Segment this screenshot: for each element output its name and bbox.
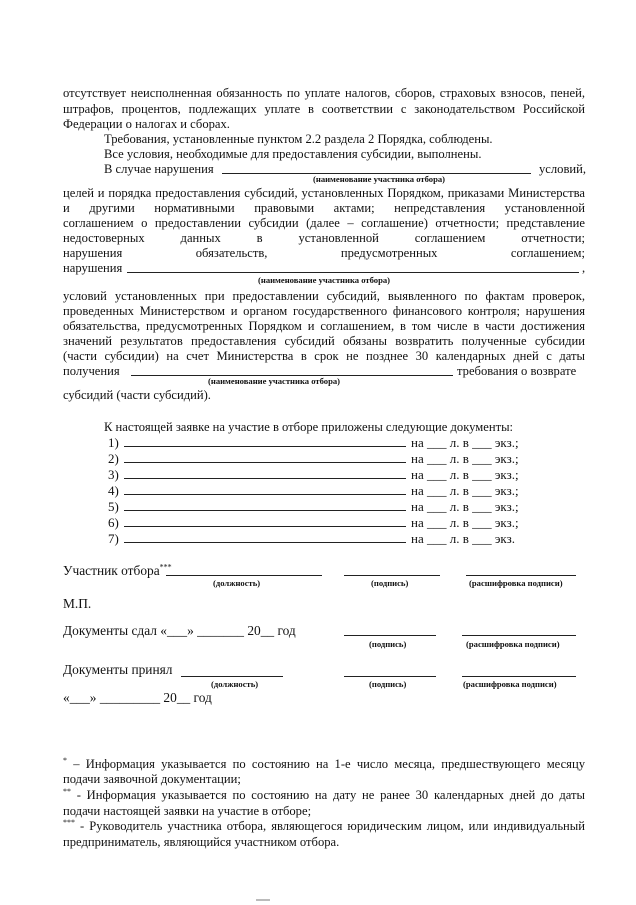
para-return-line-7: субсидий (части субсидий). xyxy=(63,388,211,402)
received-decode-line[interactable] xyxy=(462,676,576,677)
signer-position-line[interactable] xyxy=(166,575,322,576)
para-goals-comma: , xyxy=(582,261,586,275)
scan-artifact xyxy=(256,899,270,901)
para-goals-line-2: и другими нормативными правовыми актами; непредставления установленной xyxy=(63,201,585,215)
document-pages-copies: на ___ л. в ___ экз.; xyxy=(411,451,519,466)
label-participant-3: (наименование участника отбора) xyxy=(208,376,341,386)
footnote-3-line-2: предприниматель, являющийся участником отбора. xyxy=(63,835,340,849)
para-goals-line-5: нарушения обязательств, предусмотренных соглашением; xyxy=(63,246,585,260)
para-goals-line-4: недостоверных данных в установленной соглашением отчетности; xyxy=(63,231,585,245)
document-pages-copies: на ___ л. в ___ экз.; xyxy=(411,467,519,482)
document-number: 4) xyxy=(108,483,119,498)
docs-intro: К настоящей заявке на участие в отборе приложены следующие документы: xyxy=(104,420,514,434)
label-signature-3: (подпись) xyxy=(369,679,407,689)
document-name-line[interactable] xyxy=(124,446,406,447)
submitted-signature-line[interactable] xyxy=(344,635,436,636)
document-name-line[interactable] xyxy=(124,526,406,527)
docs-received: Документы принял xyxy=(63,662,173,677)
document-pages-copies: на ___ л. в ___ экз.; xyxy=(411,483,519,498)
document-name-line[interactable] xyxy=(124,510,406,511)
label-decode-3: (расшифровка подписи) xyxy=(463,679,557,689)
document-number: 2) xyxy=(108,451,119,466)
para-goals-line-3: соглашением о предоставлении субсидии (далее – соглашение) отчетности; представление xyxy=(63,216,585,230)
footnote-1-line-1: * – Информация указывается по состоянию на 1-е число месяца, предшествующего месяцу xyxy=(63,755,585,771)
document-pages-copies: на ___ л. в ___ экз. xyxy=(411,531,515,546)
participant-name-line-2[interactable] xyxy=(127,272,579,273)
label-signature-2: (подпись) xyxy=(369,639,407,649)
para-return-line-6: получения xyxy=(63,364,120,378)
document-number: 5) xyxy=(108,499,119,514)
document-name-line[interactable] xyxy=(124,494,406,495)
para-requirements: Требования, установленные пунктом 2.2 раздела 2 Порядка, соблюдены. xyxy=(104,132,493,146)
received-date: «___» _________ 20__ год xyxy=(63,690,212,705)
label-position-2: (должность) xyxy=(211,679,259,689)
para-tax-line-2: штрафов, процентов, подлежащих уплате в соответствии с законодательством Российской xyxy=(63,102,585,116)
label-signature-1: (подпись) xyxy=(371,578,409,588)
document-name-line[interactable] xyxy=(124,462,406,463)
para-return-line-1: условий установленных при предоставлении субсидий, выявленного по фактам проверок, xyxy=(63,289,585,303)
footnote-2-line-1: ** - Информация указывается по состоянию на дату не ранее 30 календарных дней до даты xyxy=(63,786,585,802)
label-decode-2: (расшифровка подписи) xyxy=(466,639,560,649)
label-participant-2: (наименование участника отбора) xyxy=(258,275,391,285)
para-violation-start: В случае нарушения xyxy=(104,162,214,176)
para-goals-line-1: целей и порядка предоставления субсидий, установленных Порядком, приказами Министерства xyxy=(63,186,585,200)
document-name-line[interactable] xyxy=(124,542,406,543)
signer-decode-line[interactable] xyxy=(466,575,576,576)
footnote-2-line-2: подачи настоящей заявки на участие в отборе; xyxy=(63,804,312,818)
document-pages-copies: на ___ л. в ___ экз.; xyxy=(411,499,519,514)
para-violation-end: условий, xyxy=(539,162,587,176)
para-tax-line-1-text: отсутствует неисполненная обязанность по уплате налогов, сборов, страховых взносов, пеней, xyxy=(63,86,585,100)
document-number: 1) xyxy=(108,435,119,450)
signer-label: Участник отбора*** xyxy=(63,562,172,578)
document-number: 3) xyxy=(108,467,119,482)
para-return-end: требования о возврате xyxy=(457,364,577,378)
para-return-line-5: (части субсидии) на счет Министерства в срок не позднее 30 календарных дней с даты xyxy=(63,349,585,363)
para-conditions: Все условия, необходимые для предоставления субсидии, выполнены. xyxy=(104,147,482,161)
submitted-decode-line[interactable] xyxy=(462,635,576,636)
signer-signature-line[interactable] xyxy=(344,575,440,576)
footnote-1-line-2: подачи заявочной документации; xyxy=(63,772,241,786)
document-number: 7) xyxy=(108,531,119,546)
document-pages-copies: на ___ л. в ___ экз.; xyxy=(411,515,519,530)
document-number: 6) xyxy=(108,515,119,530)
label-participant-1: (наименование участника отбора) xyxy=(313,174,446,184)
label-position-1: (должность) xyxy=(213,578,261,588)
received-signature-line[interactable] xyxy=(344,676,436,677)
document-pages-copies: на ___ л. в ___ экз.; xyxy=(411,435,519,450)
received-position-line[interactable] xyxy=(181,676,283,677)
para-return-line-2: проведенных Министерством и органом государственного финансового контроля; нарушения xyxy=(63,304,585,318)
docs-submitted: Документы сдал «___» _______ 20__ год xyxy=(63,623,296,638)
para-return-line-4: значений результатов предоставления субсидий обязаны возвратить полученные субсидии xyxy=(63,334,585,348)
stamp-place: М.П. xyxy=(63,596,92,611)
label-decode-1: (расшифровка подписи) xyxy=(469,578,563,588)
document-name-line[interactable] xyxy=(124,478,406,479)
footnote-3-line-1: *** - Руководитель участника отбора, являющегося юридическим лицом, или индивидуальный xyxy=(63,817,585,833)
para-return-line-3: обязательства, предусмотренных Порядком и соглашением, в том числе в части достижения xyxy=(63,319,585,333)
para-goals-line-6: нарушения xyxy=(63,261,123,275)
para-tax-line-3: Федерации о налогах и сборах. xyxy=(63,117,230,131)
